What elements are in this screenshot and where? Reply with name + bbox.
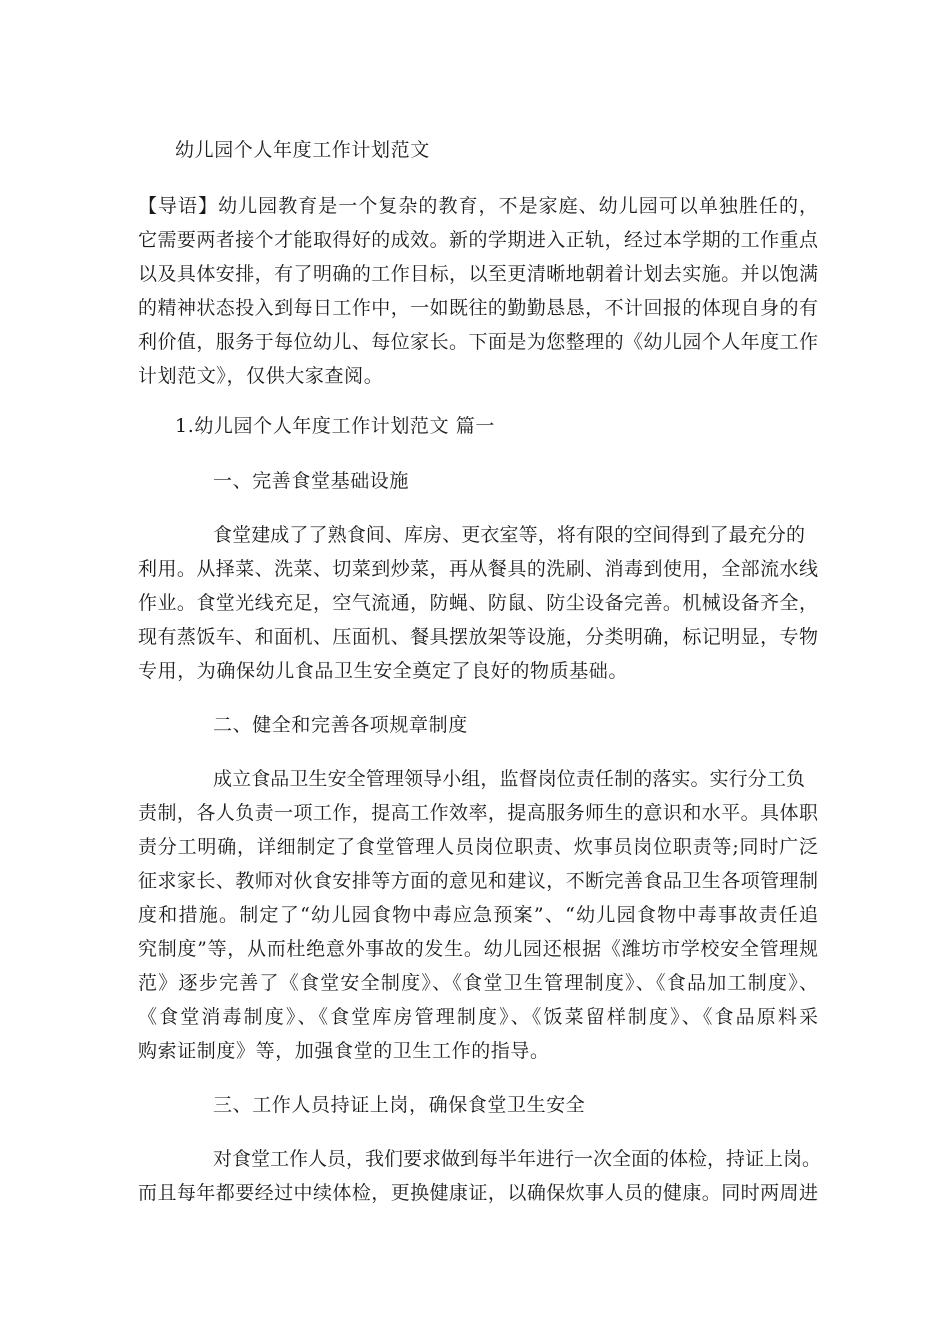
paragraph-line: 成立食品卫生安全管理领导小组，监督岗位责任制的落实。实行分工负	[213, 768, 805, 790]
section-heading: 二、健全和完善各项规章制度	[213, 714, 468, 736]
paragraph-line: 征求家长、教师对伙食安排等方面的意见和建议，不断完善食品卫生各项管理制	[138, 870, 818, 892]
intro-line: 计划范文》，仅供大家查阅。	[138, 365, 384, 387]
paragraph-line: 究制度”等，从而杜绝意外事故的发生。幼儿园还根据《潍坊市学校安全管理规	[138, 938, 818, 960]
paragraph-line: 范》逐步完善了《食堂安全制度》、《食堂卫生管理制度》、《食品加工制度》、	[138, 972, 818, 994]
section-heading: 三、工作人员持证上岗，确保食堂卫生安全	[213, 1094, 586, 1116]
paragraph-line: 对食堂工作人员，我们要求做到每半年进行一次全面的体检，持证上岗。	[213, 1148, 822, 1170]
paragraph-line: 专用，为确保幼儿食品卫生安全奠定了良好的物质基础。	[138, 660, 629, 682]
document-title: 幼儿园个人年度工作计划范文	[175, 139, 430, 161]
intro-line: 【导语】幼儿园教育是一个复杂的教育，不是家庭、幼儿园可以单独胜任的，	[138, 195, 818, 217]
intro-line: 以及具体安排，有了明确的工作目标，以至更清晰地朝着计划去实施。并以饱满	[138, 263, 818, 285]
paragraph-line: 责制，各人负责一项工作，提高工作效率，提高服务师生的意识和水平。具体职	[138, 802, 818, 824]
paragraph-line: 而且每年都要经过中续体检，更换健康证，以确保炊事人员的健康。同时两周进	[138, 1182, 818, 1204]
chapter-heading: 1.幼儿园个人年度工作计划范文 篇一	[175, 415, 495, 437]
paragraph-line: 《食堂消毒制度》、《食堂库房管理制度》、《饭菜留样制度》、《食品原料采	[138, 1006, 818, 1028]
intro-line: 它需要两者接个才能取得好的成效。新的学期进入正轨，经过本学期的工作重点	[138, 229, 818, 251]
paragraph-line: 现有蒸饭车、和面机、压面机、餐具摆放架等设施，分类明确，标记明显，专物	[138, 626, 818, 648]
paragraph-line: 责分工明确，详细制定了食堂管理人员岗位职责、炊事员岗位职责等;同时广泛	[138, 836, 818, 858]
paragraph-line: 度和措施。制定了“幼儿园食物中毒应急预案”、“幼儿园食物中毒事故责任追	[138, 904, 818, 926]
paragraph-line: 作业。食堂光线充足，空气流通，防蝇、防鼠、防尘设备完善。机械设备齐全，	[138, 592, 818, 614]
intro-line: 的精神状态投入到每日工作中，一如既往的勤勤恳恳，不计回报的体现自身的有	[138, 297, 818, 319]
section-heading: 一、完善食堂基础设施	[213, 470, 410, 492]
paragraph-line: 购索证制度》等，加强食堂的卫生工作的指导。	[138, 1040, 550, 1062]
paragraph-line: 食堂建成了了熟食间、库房、更衣室等，将有限的空间得到了最充分的	[213, 524, 805, 546]
intro-line: 利价值，服务于每位幼儿、每位家长。下面是为您整理的《幼儿园个人年度工作	[138, 331, 818, 353]
paragraph-line: 利用。从择菜、洗菜、切菜到炒菜，再从餐具的洗刷、消毒到使用，全部流水线	[138, 558, 818, 580]
